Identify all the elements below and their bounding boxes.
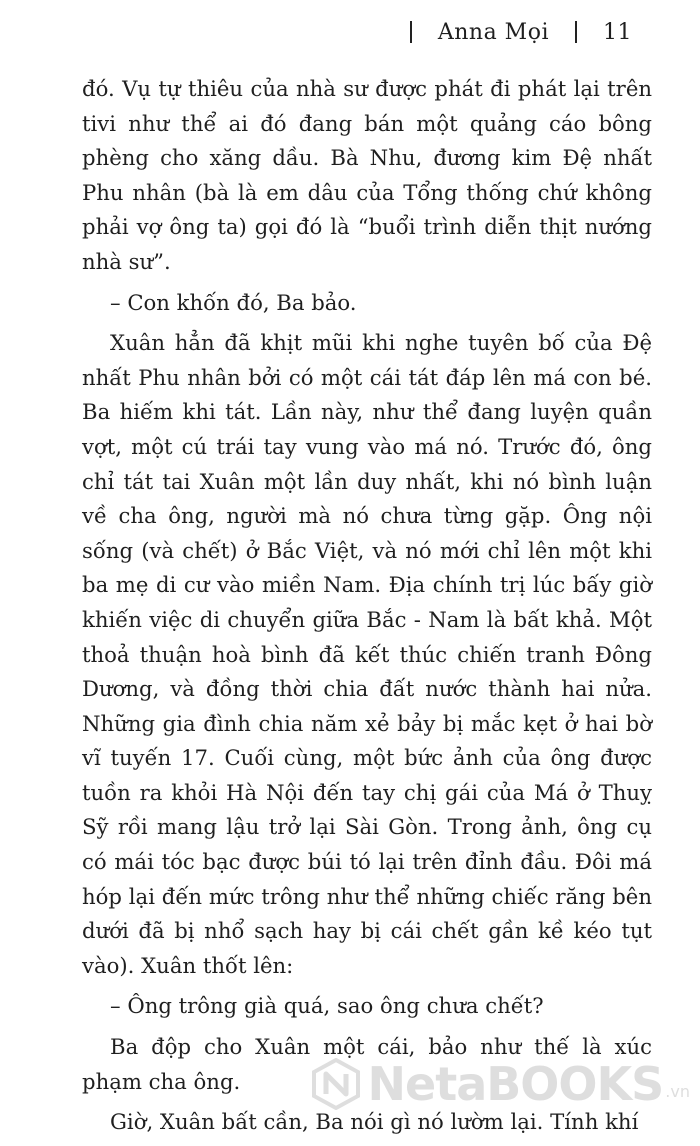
body-text xyxy=(82,72,652,1146)
page-number: 11 xyxy=(603,19,632,45)
netabooks-logo-icon xyxy=(310,1058,362,1110)
paragraph-1: đó. Vụ tự thiêu của nhà sư được phát đi phát lại trên tivi như thể ai đó đang bán một quảng cáo bông phèng cho xăng dầu. Bà Nhu, đương kim Đệ nhất Phu nhân (bà là em dâu của Tổng thống chứ không phải vợ ông ta) gọi đó là “buổi trình diễn thịt nướng nhà sư”. xyxy=(82,76,652,274)
book-title: Anna Mọi xyxy=(437,19,549,45)
paragraph-4-dialogue: – Ông trông già quá, sao ông chưa chết? xyxy=(110,993,544,1019)
watermark-suffix: .vn xyxy=(665,1082,690,1101)
paragraph-5: Ba độp cho Xuân một cái, bảo như thế là xúc phạm cha ông. xyxy=(82,1034,652,1094)
watermark-text: NetaBOOKS xyxy=(367,1057,664,1111)
header-divider-left xyxy=(410,21,412,43)
running-header xyxy=(410,16,632,48)
watermark xyxy=(310,1057,690,1111)
paragraph-3: Xuân hẳn đã khịt mũi khi nghe tuyên bố của Đệ nhất Phu nhân bởi có một cái tát đáp lên má con bé. Ba hiếm khi tát. Lần này, như thể đang luyện quần vợt, một cú trái tay vung vào má nó. Trước đó, ông chỉ tát tai Xuân một lần duy nhất, khi nó bình luận về cha ông, người mà nó chưa từng gặp. Ông nội sống (và chết) ở Bắc Việt, và nó mới chỉ lên một khi ba mẹ di cư vào miền Nam. Địa chính trị lúc bấy giờ khiến việc di chuyển giữa Bắc - Nam là bất khả. Một thoả thuận hoà bình đã kết thúc chiến tranh Đông Dương, và đồng thời chia đất nước thành hai nửa. Những gia đình chia năm xẻ bảy bị mắc kẹt ở hai bờ vĩ tuyến 17. Cuối cùng, một bức ảnh của ông được tuồn ra khỏi Hà Nội đến tay chị gái của Má ở Thuỵ Sỹ rồi mang lậu trở lại Sài Gòn. Trong ảnh, ông cụ có mái tóc bạc được búi tó lại trên đỉnh đầu. Đôi má hóp lại đến mức trông như thể những chiếc răng bên dưới đã bị nhổ sạch hay bị cái chết gần kề kéo tụt vào). Xuân thốt lên: xyxy=(82,330,652,978)
paragraph-2-dialogue: – Con khốn đó, Ba bảo. xyxy=(110,289,357,315)
header-divider-right xyxy=(575,21,577,43)
paragraph-6: Giờ, Xuân bất cần, Ba nói gì nó lườm lại. Tính khí xyxy=(110,1109,639,1135)
